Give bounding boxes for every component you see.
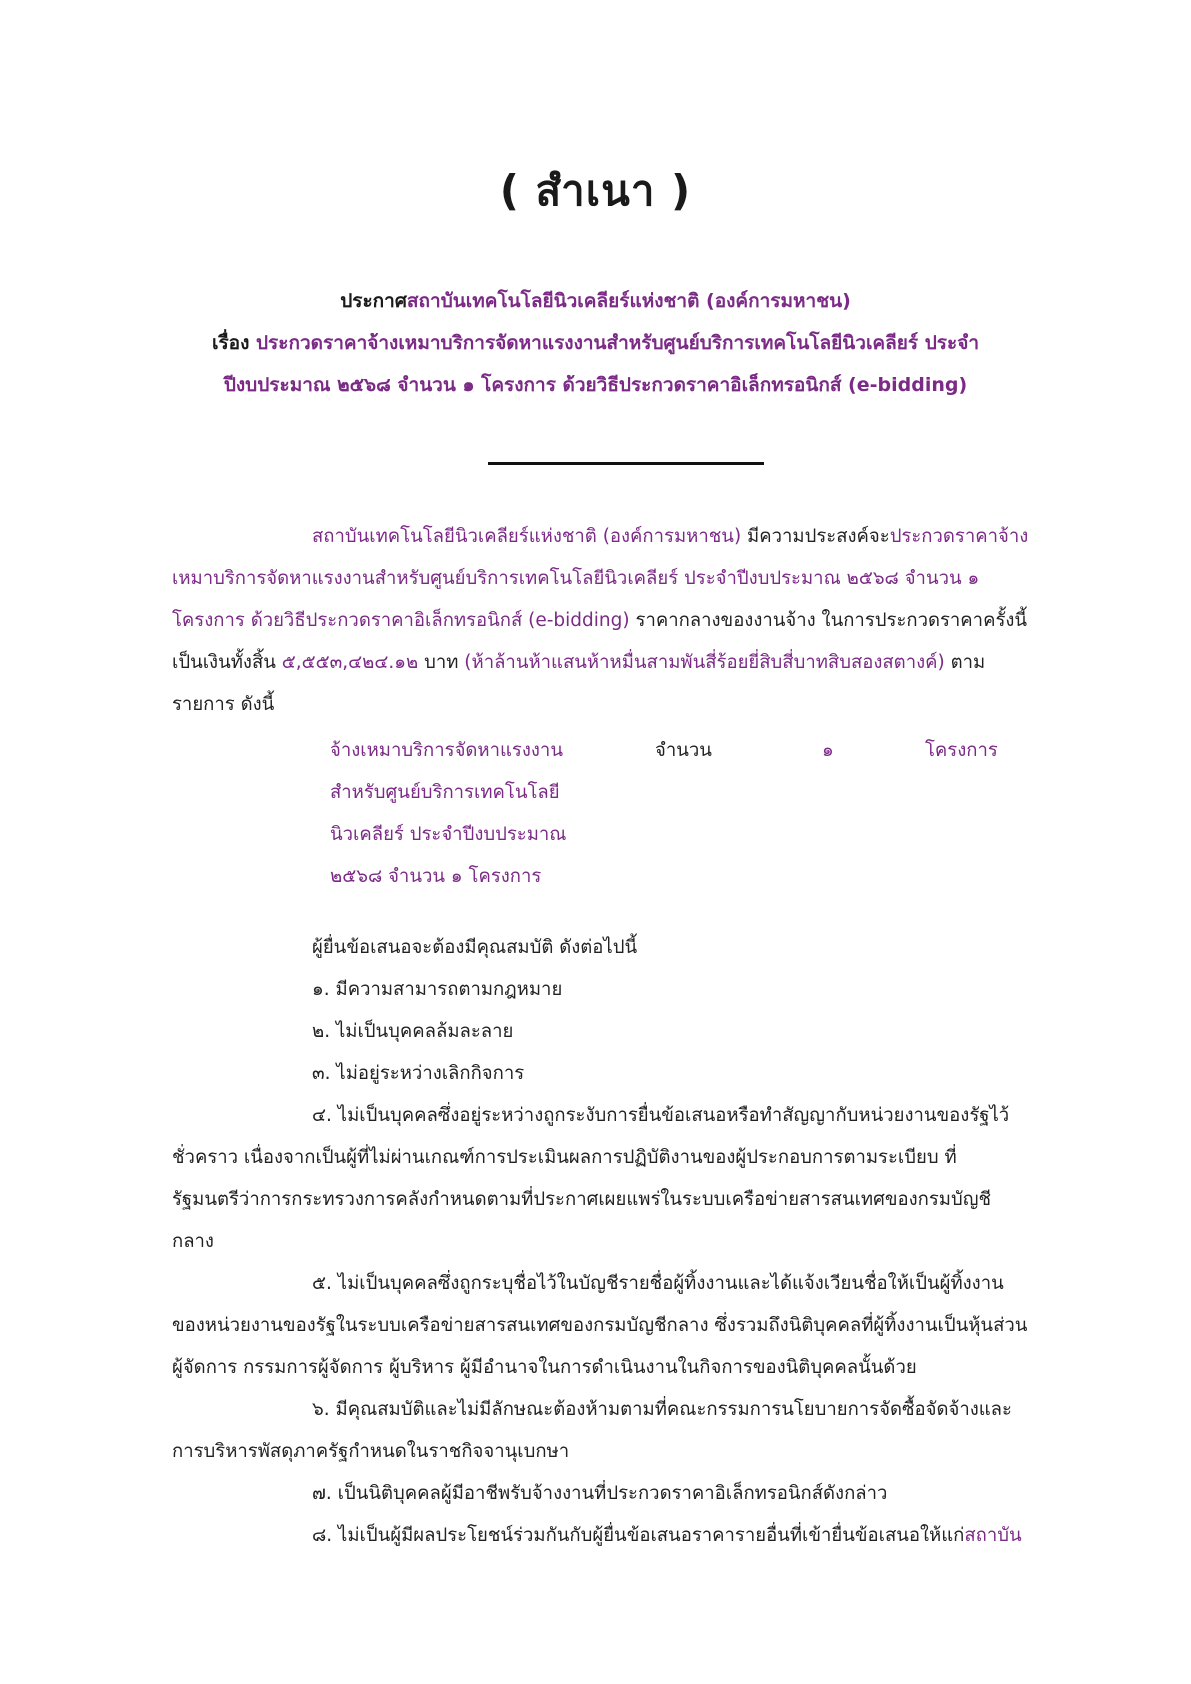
qualification-2: ๒. ไม่เป็นบุคคลล้มละลาย — [312, 1021, 514, 1042]
heading-line-1: ประกาศสถาบันเทคโนโลยีนิวเคลียร์แห่งชาติ (องค์การมหาชน) — [340, 290, 851, 312]
heading-line-3: ปีงบประมาณ ๒๕๖๘ จำนวน ๑ โครงการ ด้วยวิธีประกวดราคาอิเล็กทรอนิกส์ (e-bidding) — [223, 374, 968, 396]
qualifications-intro: ผู้ยื่นข้อเสนอจะต้องมีคุณสมบัติ ดังต่อไปนี้ — [312, 937, 638, 958]
qualifications-section: ผู้ยื่นข้อเสนอจะต้องมีคุณสมบัติ ดังต่อไปนี้ ๑. มีความสามารถตามกฎหมาย ๒. ไม่เป็นบุคคลล้มละลาย ๓. ไม่อยู่ระหว่างเลิกกิจการ ๔. ไม่เป็นบุคคลซึ่งอยู่ระหว่างถูกระงับการยื่นข้อเสนอหรือทำสัญญากับหน่วยงานของรัฐไว้ ชั่วคราว เนื่องจากเป็นผู้ที่ไม่ผ่านเกณฑ์การประเมินผลการปฏิบัติงานของผู้ประกอบการตามระเบียบ ที่ รัฐมนตรีว่าการกระทรวงการคลังกำหนดตามที่ประกาศเผยแพร่ในระบบเครือข่ายสารสนเทศของกรมบัญชี กลาง ๕. ไม่เป็นบุคคลซึ่งถูกระบุชื่อไว้ในบัญชีรายชื่อผู้ทิ้งงานและได้แจ้งเวียนชื่อให้เป็นผู้ทิ้งงาน ของหน่วยงานของรัฐในระบบเครือข่ายสารสนเทศของกรมบัญชีกลาง ซึ่งรวมถึงนิติบุคคลที่ผู้ทิ้งงานเป็นหุ้นส่วน ผู้จัดการ กรรมการผู้จัดการ ผู้บริหาร ผู้มีอำนาจในการดำเนินงานในกิจการของนิติบุคคลนั้นด้วย ๖. มีคุณสมบัติและไม่มีลักษณะต้องห้ามตามที่คณะกรรมการนโยบายการจัดซื้อจัดจ้างและ การบริหารพัสดุภาครัฐกำหนดในราชกิจจานุเบกษา ๗. เป็นนิติบุคคลผู้มีอาชีพรับจ้างงานที่ประกวดราคาอิเล็กทรอนิกส์ดังกล่าว ๘. ไม่เป็นผู้มีผลประโยชน์ร่วมกันกับผู้ยื่นข้อเสนอราคารายอื่นที่เข้ายื่นข้อเสนอให้แก่สถาบัน — [172, 927, 1072, 1557]
copy-stamp-title: ( สำเนา ) — [499, 166, 692, 215]
qualification-7: ๗. เป็นนิติบุคคลผู้มีอาชีพรับจ้างงานที่ประกวดราคาอิเล็กทรอนิกส์ดังกล่าว — [312, 1483, 888, 1504]
qualification-6: ๖. มีคุณสมบัติและไม่มีลักษณะต้องห้ามตามที่คณะกรรมการนโยบายการจัดซื้อจัดจ้างและ — [312, 1399, 1012, 1420]
qualification-1: ๑. มีความสามารถตามกฎหมาย — [312, 979, 563, 1000]
separator-rule — [488, 462, 764, 465]
heading-line-2: เรื่อง ประกวดราคาจ้างเหมาบริการจัดหาแรงงานสำหรับศูนย์บริการเทคโนโลยีนิวเคลียร์ ประจำ — [211, 332, 980, 354]
item-quantity-label: จำนวน — [655, 740, 712, 761]
qualification-3: ๓. ไม่อยู่ระหว่างเลิกกิจการ — [312, 1063, 525, 1084]
item-unit: โครงการ — [925, 740, 998, 761]
qualification-4: ๔. ไม่เป็นบุคคลซึ่งอยู่ระหว่างถูกระงับการยื่นข้อเสนอหรือทำสัญญากับหน่วยงานของรัฐไว้ — [312, 1105, 1010, 1126]
item-description: จ้างเหมาบริการจัดหาแรงงาน สำหรับศูนย์บริการเทคโนโลยี นิวเคลียร์ ประจำปีงบประมาณ ๒๕๖๘ จำนวน ๑ โครงการ — [330, 740, 567, 887]
qualification-8: ๘. ไม่เป็นผู้มีผลประโยชน์ร่วมกันกับผู้ยื่นข้อเสนอราคารายอื่นที่เข้ายื่นข้อเสนอให้แก่สถาบัน — [312, 1525, 1022, 1546]
item-quantity: ๑ — [822, 740, 834, 761]
qualification-5: ๕. ไม่เป็นบุคคลซึ่งถูกระบุชื่อไว้ในบัญชีรายชื่อผู้ทิ้งงานและได้แจ้งเวียนชื่อให้เป็นผู้ทิ้งงาน — [312, 1273, 1004, 1294]
announcement-heading — [150, 280, 1041, 406]
intro-paragraph: สถาบันเทคโนโลยีนิวเคลียร์แห่งชาติ (องค์การมหาชน) มีความประสงค์จะประกวดราคาจ้าง เหมาบริการจัดหาแรงงานสำหรับศูนย์บริการเทคโนโลยีนิวเคลียร์ ประจำปีงบประมาณ ๒๕๖๘ จำนวน ๑ โครงการ ด้วยวิธีประกวดราคาอิเล็กทรอนิกส์ (e-bidding) ราคากลางของงานจ้าง ในการประกวดราคาครั้งนี้ เป็นเงินทั้งสิ้น ๕,๕๕๓,๔๒๔.๑๒ บาท (ห้าล้านห้าแสนห้าหมื่นสามพันสี่ร้อยยี่สิบสี่บาทสิบสองสตางค์) ตาม รายการ ดังนี้ — [172, 526, 1029, 715]
